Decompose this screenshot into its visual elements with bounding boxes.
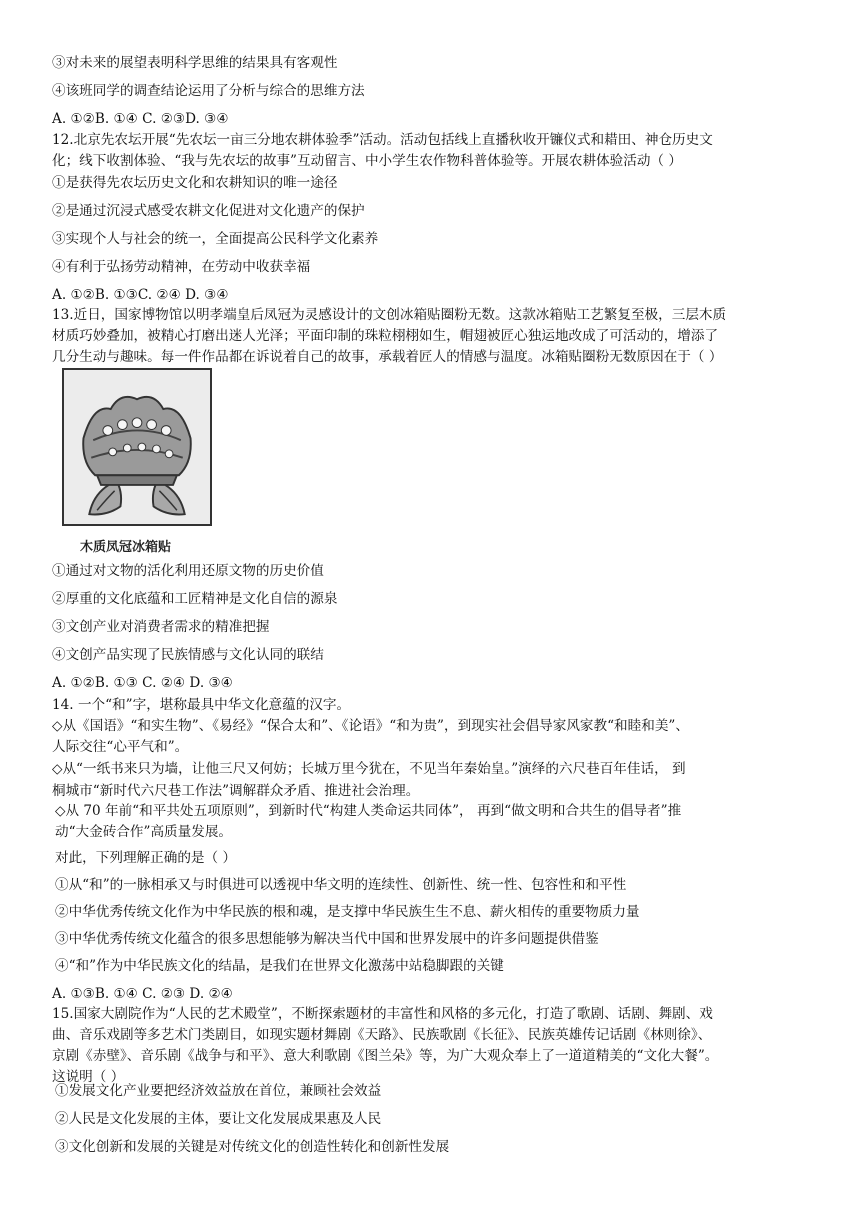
figure-caption: 木质凤冠冰箱贴 — [80, 540, 172, 555]
q15-stem-line-2: 曲、音乐戏剧等多艺术门类剧目，如现实题材舞剧《天路》、民族歌剧《长征》、民族英雄传记话剧《林则徐》、 — [52, 1027, 712, 1043]
q14-option-2: ②中华优秀传统文化作为中华民族的根和魂，是支撑中华民族生生不息、薪火相传的重要物质力量 — [55, 904, 640, 920]
q13-stem-line-1: 13.近日，国家博物馆以明孝端皇后凤冠为灵感设计的文创冰箱贴圈粉无数。这款冰箱贴工艺繁复至极，三层木质 — [52, 307, 727, 323]
q12-option-4: ④有利于弘扬劳动精神，在劳动中收获幸福 — [52, 259, 311, 275]
q11-option-3: ③对未来的展望表明科学思维的结果具有客观性 — [52, 55, 338, 71]
q15-stem-line-1: 15.国家大剧院作为“人民的艺术殿堂”，不断探索题材的丰富性和风格的多元化，打造了歌剧、话剧、舞剧、戏 — [52, 1006, 713, 1022]
q12-option-1: ①是获得先农坛历史文化和农耕知识的唯一途径 — [52, 175, 338, 191]
q14-option-1: ①从“和”的一脉相承又与时俱进可以透视中华文明的连续性、创新性、统一性、包容性和和平性 — [55, 877, 627, 893]
phoenix-crown-illustration — [64, 370, 210, 524]
q11-answers: A. ①②B. ①④ C. ②③D. ③④ — [52, 111, 229, 127]
q14-paragraph-3-line-1: ◇从 70 年前“和平共处五项原则”，到新时代“构建人类命运共同体”， 再到“做文明和合共生的倡导者”推 — [55, 803, 682, 819]
q13-option-2: ②厚重的文化底蕴和工匠精神是文化自信的源泉 — [52, 591, 338, 607]
q11-option-4: ④该班同学的调查结论运用了分析与综合的思维方法 — [52, 83, 365, 99]
q13-answers: A. ①②B. ①③ C. ②④ D. ③④ — [52, 675, 233, 691]
q12-stem-line-1: 12.北京先农坛开展“先农坛一亩三分地农耕体验季”活动。活动包括线上直播秋收开镰仪式和耤田、神仓历史文 — [52, 132, 713, 148]
q14-stem: 14. 一个“和”字，堪称最具中华文化意蕴的汉字。 — [52, 697, 351, 713]
q15-stem-line-3: 京剧《赤壁》、音乐剧《战争与和平》、意大利歌剧《图兰朵》等，为广大观众奉上了一道道精美的“文化大餐”。 — [52, 1048, 719, 1064]
q12-option-2: ②是通过沉浸式感受农耕文化促进对文化遗产的保护 — [52, 203, 365, 219]
phoenix-crown-magnet-image — [62, 368, 212, 526]
q14-paragraph-1-line-1: ◇从《国语》“和实生物”、《易经》“保合太和”、《论语》“和为贵”，到现实社会倡导家风家教“和睦和美”、 — [52, 718, 689, 734]
q14-option-4: ④“和”作为中华民族文化的结晶，是我们在世界文化激荡中站稳脚跟的关键 — [55, 958, 504, 974]
q13-option-4: ④文创产品实现了民族情感与文化认同的联结 — [52, 647, 324, 663]
q12-option-3: ③实现个人与社会的统一，全面提高公民科学文化素养 — [52, 231, 379, 247]
q12-stem-line-2: 化；线下收割体验、“我与先农坛的故事”互动留言、中小学生农作物科普体验等。开展农耕体验活动（ ） — [52, 153, 682, 169]
q15-option-3: ③文化创新和发展的关键是对传统文化的创造性转化和创新性发展 — [55, 1139, 450, 1155]
q14-question: 对此，下列理解正确的是（ ） — [55, 850, 237, 866]
q14-option-3: ③中华优秀传统文化蕴含的很多思想能够为解决当代中国和世界发展中的许多问题提供借鉴 — [55, 931, 599, 947]
q14-paragraph-2-line-1: ◇从“一纸书来只为墙，让他三尺又何妨；长城万里今犹在，不见当年秦始皇。”演绎的六尺巷百年佳话， 到 — [52, 761, 686, 777]
q15-stem-line-4: 这说明（ ） — [52, 1069, 125, 1085]
q15-option-1: ①发展文化产业要把经济效益放在首位，兼顾社会效益 — [55, 1083, 382, 1099]
q14-answers: A. ①③B. ①④ C. ②③ D. ②④ — [52, 986, 233, 1002]
q12-answers: A. ①②B. ①③C. ②④ D. ③④ — [52, 287, 229, 303]
q14-paragraph-1-line-2: 人际交往“心平气和”。 — [52, 739, 189, 755]
q15-option-2: ②人民是文化发展的主体，要让文化发展成果惠及人民 — [55, 1111, 382, 1127]
q13-option-3: ③文创产业对消费者需求的精准把握 — [52, 619, 270, 635]
q14-paragraph-3-line-2: 动“大金砖合作”高质量发展。 — [55, 824, 233, 840]
q13-option-1: ①通过对文物的活化利用还原文物的历史价值 — [52, 563, 324, 579]
q14-paragraph-2-line-2: 桐城市“新时代六尺巷工作法”调解群众矛盾、推进社会治理。 — [52, 783, 420, 799]
q13-stem-line-2: 材质巧妙叠加，被精心打磨出迷人光泽；平面印制的珠粒栩栩如生，帽翅被匠心独运地改成了可活动的，增添了 — [52, 328, 719, 344]
q13-stem-line-3: 几分生动与趣味。每一件作品都在诉说着自己的故事，承载着匠人的情感与温度。冰箱贴圈粉无数原因在于（ ） — [52, 349, 723, 365]
